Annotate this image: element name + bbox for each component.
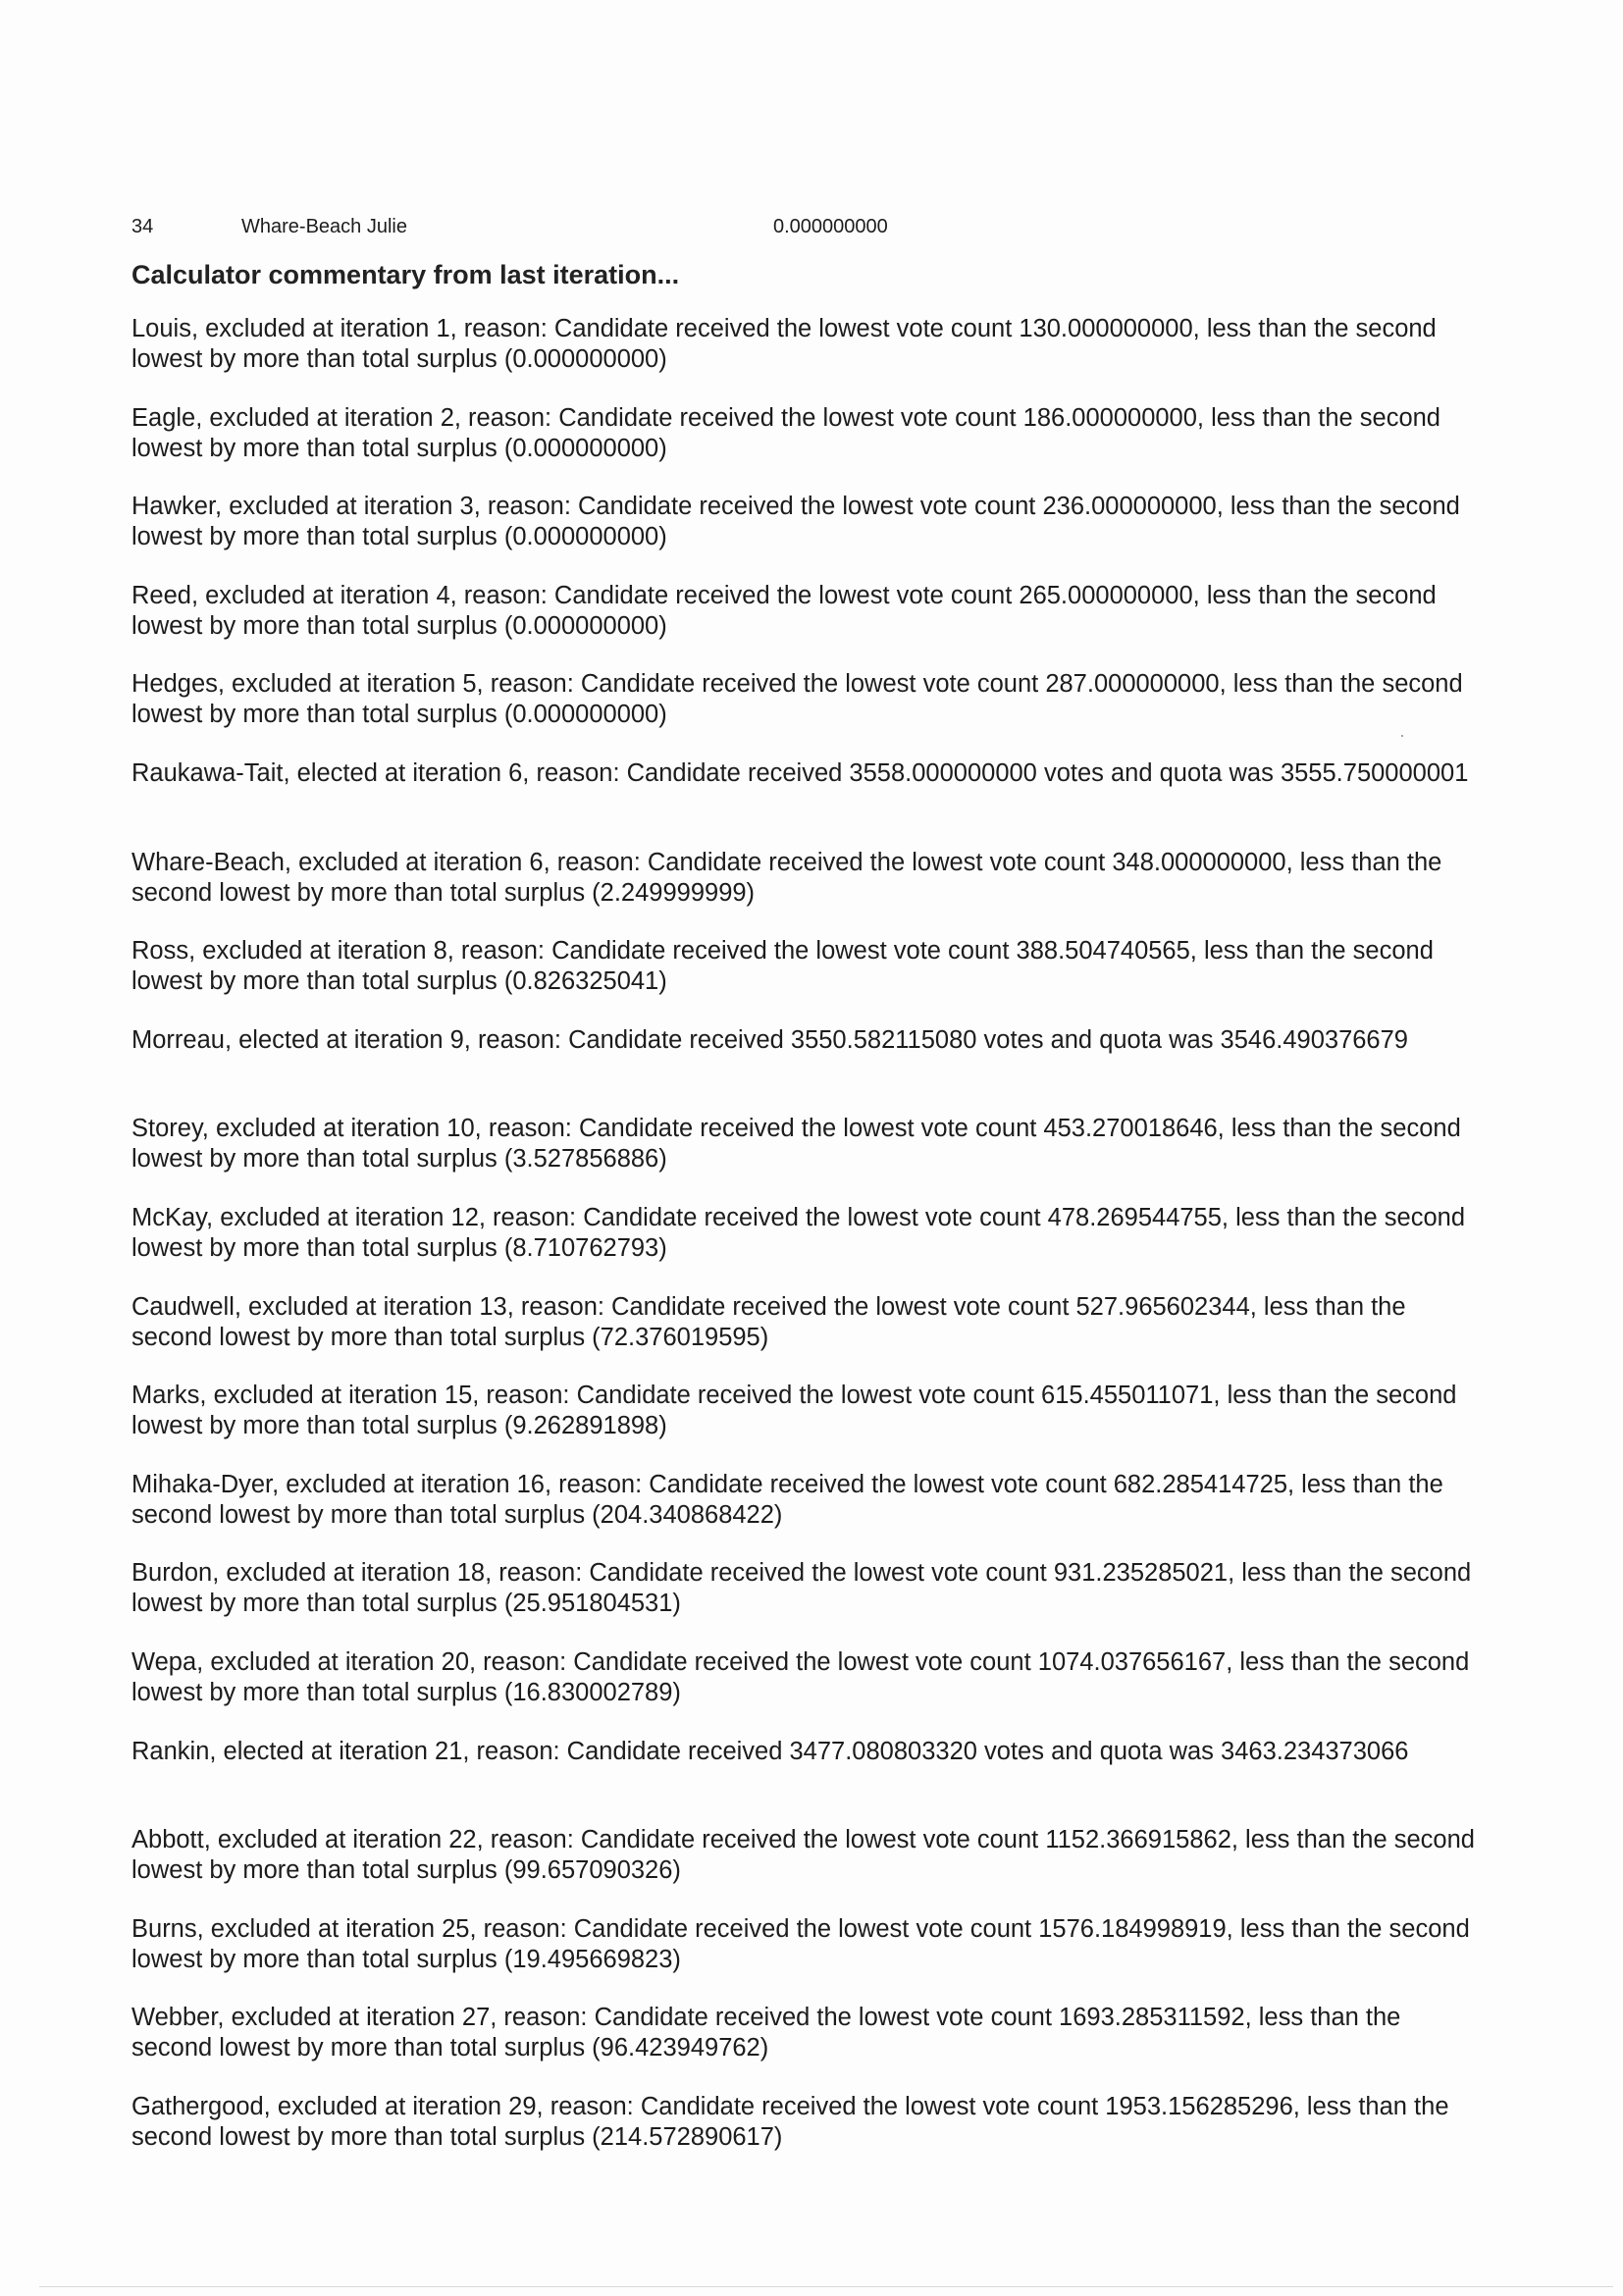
commentary-entry: [131, 758, 1525, 819]
entry-line: Abbott, excluded at iteration 22, reason: Candidate received the lowest vote count 1152.366915862, less than the second: [131, 1826, 1475, 1854]
row-rank: 34: [131, 216, 154, 237]
commentary-entry: [131, 2003, 1525, 2063]
entry-line: lowest by more than total surplus (0.000000000): [131, 345, 667, 373]
commentary-entry: [131, 492, 1525, 552]
entry-line: Eagle, excluded at iteration 2, reason: Candidate received the lowest vote count 186.000000000, less than the second: [131, 403, 1440, 432]
commentary-entry: [131, 1203, 1525, 1264]
entry-line: Louis, excluded at iteration 1, reason: Candidate received the lowest vote count 130.000000000, less than the second: [131, 315, 1437, 342]
commentary-entry: [131, 1292, 1525, 1353]
entry-line: Webber, excluded at iteration 27, reason: Candidate received the lowest vote count 1693.285311592, less than the: [131, 2004, 1401, 2032]
commentary-list: [131, 314, 1525, 2180]
commentary-entry: [131, 581, 1525, 642]
entry-line: lowest by more than total surplus (9.262891898): [131, 1412, 667, 1440]
commentary-entry: [131, 2092, 1525, 2153]
entry-line: lowest by more than total surplus (0.000000000): [131, 523, 667, 551]
page-bottom-rule: [39, 2286, 1613, 2287]
row-candidate-name: Whare-Beach Julie: [241, 216, 407, 237]
entry-line: lowest by more than total surplus (8.710762793): [131, 1233, 667, 1262]
commentary-entry: [131, 314, 1525, 375]
commentary-entry: [131, 936, 1525, 997]
entry-line: second lowest by more than total surplus (72.376019595): [131, 1323, 769, 1351]
commentary-entry: [131, 1558, 1525, 1619]
entry-line: Whare-Beach, excluded at iteration 6, reason: Candidate received the lowest vote count 348.000000000, less than the: [131, 848, 1442, 876]
commentary-entry: [131, 1381, 1525, 1441]
commentary-heading: Calculator commentary from last iteration...: [131, 260, 680, 289]
entry-line: lowest by more than total surplus (99.657090326): [131, 1856, 681, 1885]
commentary-entry: [131, 669, 1525, 730]
entry-line: McKay, excluded at iteration 12, reason: Candidate received the lowest vote count 478.269544755, less than the second: [131, 1203, 1465, 1231]
entry-line: Gathergood, excluded at iteration 29, reason: Candidate received the lowest vote count 1953.156285296, less than the: [131, 2092, 1449, 2120]
entry-line: Mihaka-Dyer, excluded at iteration 16, reason: Candidate received the lowest vote count 682.285414725, less than the: [131, 1470, 1443, 1498]
entry-line: Raukawa-Tait, elected at iteration 6, reason: Candidate received 3558.000000000 votes and quota was 3555.750000001: [131, 758, 1469, 787]
entry-line: Morreau, elected at iteration 9, reason: Candidate received 3550.582115080 votes and quota was 3546.490376679: [131, 1025, 1408, 1054]
entry-line: lowest by more than total surplus (0.000000000): [131, 611, 667, 640]
entry-line: second lowest by more than total surplus (2.249999999): [131, 878, 756, 907]
entry-line: lowest by more than total surplus (3.527856886): [131, 1145, 667, 1174]
commentary-entry: [131, 1737, 1525, 1798]
entry-line: Wepa, excluded at iteration 20, reason: Candidate received the lowest vote count 1074.037656167, less than the second: [131, 1647, 1470, 1676]
entry-line: Caudwell, excluded at iteration 13, reason: Candidate received the lowest vote count 527.965602344, less than the: [131, 1292, 1406, 1321]
commentary-entry: [131, 1470, 1525, 1531]
commentary-entry: [131, 403, 1525, 464]
results-table-row: [131, 212, 1015, 241]
entry-line: Hedges, excluded at iteration 5, reason: Candidate received the lowest vote count 287.000000000, less than the second: [131, 670, 1463, 699]
row-value: 0.000000000: [773, 216, 888, 237]
entry-line: lowest by more than total surplus (25.951804531): [131, 1590, 681, 1618]
commentary-entry: [131, 1647, 1525, 1708]
entry-line: second lowest by more than total surplus (214.572890617): [131, 2122, 783, 2151]
entry-line: Hawker, excluded at iteration 3, reason: Candidate received the lowest vote count 236.000000000, less than the second: [131, 493, 1460, 521]
scan-speck: [1401, 735, 1403, 737]
entry-line: lowest by more than total surplus (0.000000000): [131, 701, 667, 729]
entry-line: second lowest by more than total surplus (96.423949762): [131, 2034, 769, 2062]
commentary-entry: [131, 1025, 1525, 1086]
entry-line: lowest by more than total surplus (19.495669823): [131, 1945, 681, 1973]
entry-line: Marks, excluded at iteration 15, reason: Candidate received the lowest vote count 615.455011071, less than the second: [131, 1382, 1457, 1410]
entry-line: Storey, excluded at iteration 10, reason: Candidate received the lowest vote count 453.270018646, less than the second: [131, 1115, 1461, 1143]
commentary-entry: [131, 1914, 1525, 1975]
entry-line: Burdon, excluded at iteration 18, reason: Candidate received the lowest vote count 931.235285021, less than the second: [131, 1559, 1472, 1588]
commentary-entry: [131, 848, 1525, 909]
entry-line: Ross, excluded at iteration 8, reason: Candidate received the lowest vote count 388.504740565, less than the second: [131, 937, 1434, 965]
entry-line: lowest by more than total surplus (16.830002789): [131, 1678, 681, 1706]
entry-line: Rankin, elected at iteration 21, reason: Candidate received 3477.080803320 votes and quota was 3463.234373066: [131, 1737, 1409, 1765]
entry-line: second lowest by more than total surplus (204.340868422): [131, 1500, 783, 1529]
commentary-entry: [131, 1114, 1525, 1174]
entry-line: Reed, excluded at iteration 4, reason: Candidate received the lowest vote count 265.000000000, less than the second: [131, 581, 1437, 609]
entry-line: lowest by more than total surplus (0.000000000): [131, 434, 667, 462]
entry-line: lowest by more than total surplus (0.826325041): [131, 967, 667, 996]
commentary-entry: [131, 1825, 1525, 1886]
entry-line: Burns, excluded at iteration 25, reason: Candidate received the lowest vote count 1576.184998919, less than the second: [131, 1914, 1470, 1943]
